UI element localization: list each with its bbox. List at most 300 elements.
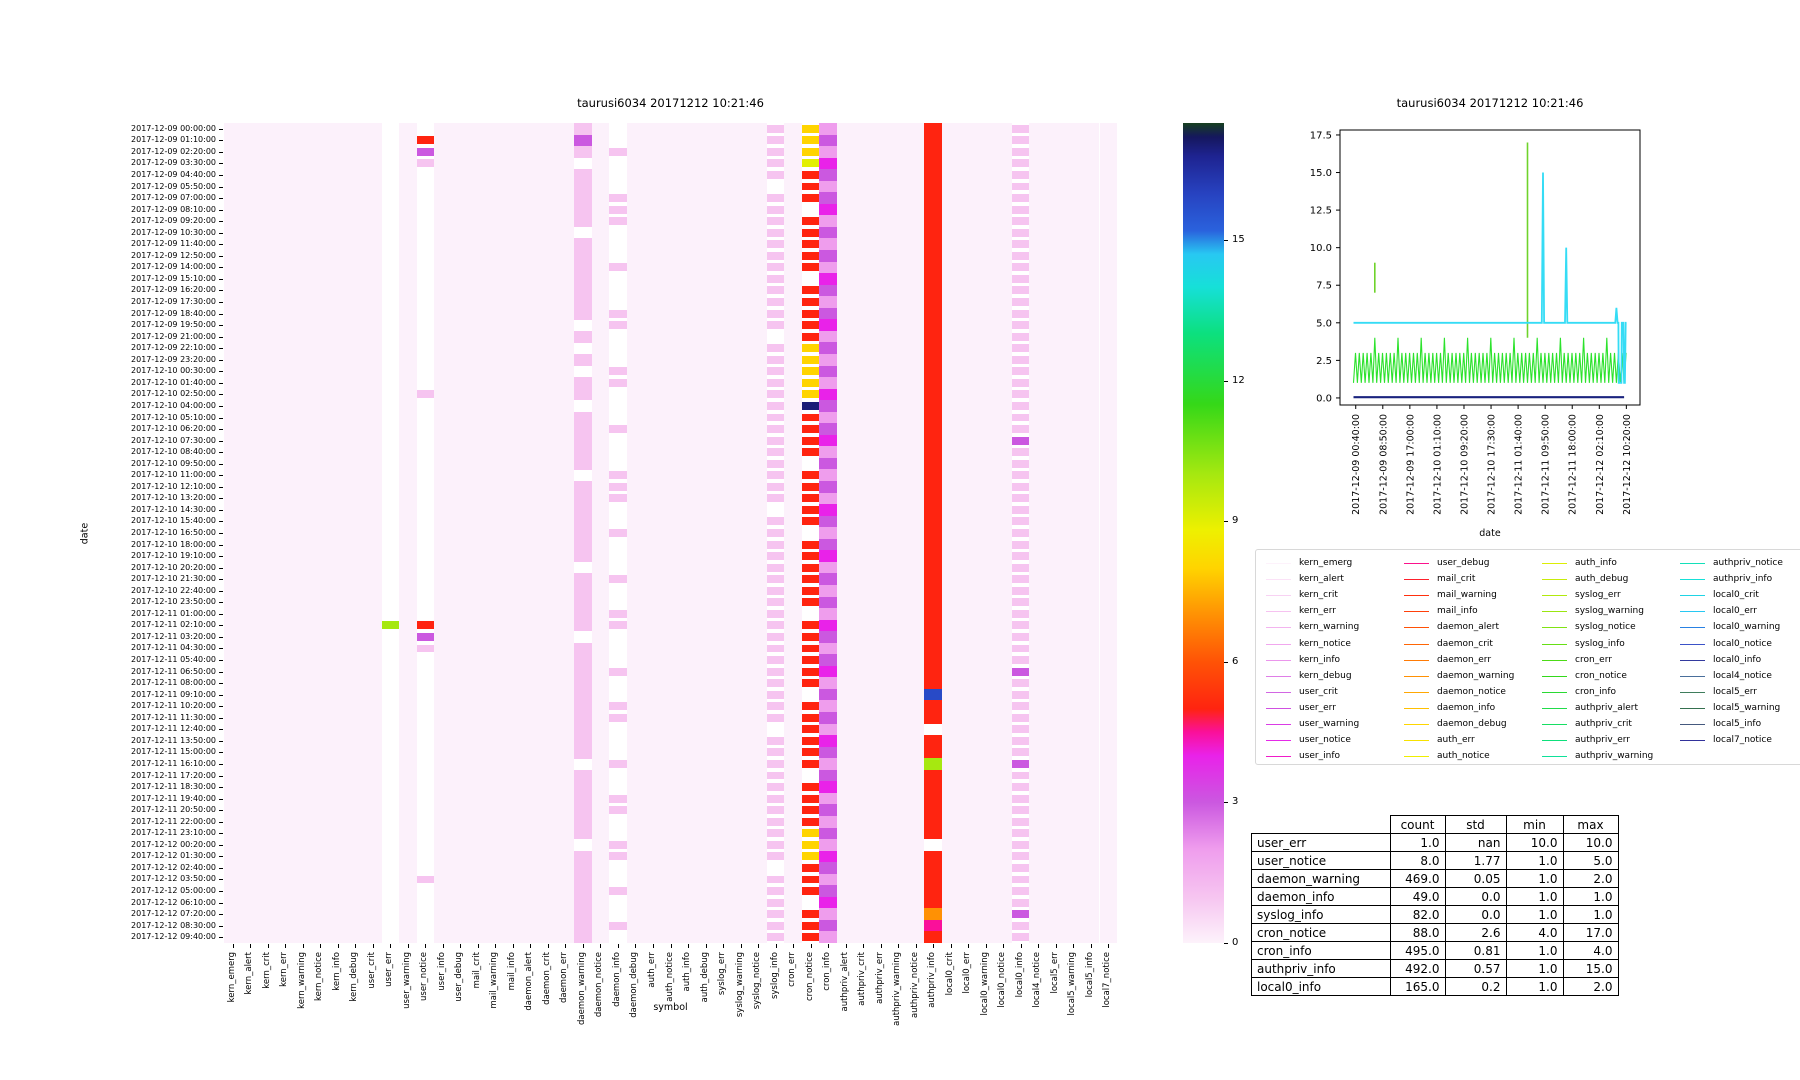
heatmap-cell [819,689,837,701]
heatmap-cell [1012,517,1030,525]
legend-line-swatch [1542,740,1567,741]
heatmap-cell [1012,240,1030,248]
heatmap-cell [819,469,837,481]
heatmap-x-tick [916,944,917,948]
heatmap-cell [382,621,400,629]
heatmap-y-tick [219,475,223,476]
heatmap-cell [767,783,785,791]
heatmap-y-tick-label: 2017-12-11 06:50:00 [131,666,216,676]
legend-item-user_notice [1266,734,1400,748]
heatmap-cell [609,575,627,583]
legend-item-daemon_err [1404,654,1538,668]
heatmap-x-tick-label: local5_warning [1067,952,1078,1016]
heatmap-x-tick [653,944,654,948]
legend-label: kern_info [1299,654,1341,665]
timeline-title: taurusi6034 20171212 10:21:46 [1396,96,1584,110]
heatmap-y-tick-label: 2017-12-10 00:30:00 [131,366,216,376]
heatmap-y-tick-label: 2017-12-10 09:50:00 [131,458,216,468]
heatmap-y-tick [219,579,223,580]
heatmap-cell [819,758,837,770]
heatmap-y-tick [219,441,223,442]
legend-label: authpriv_err [1575,735,1630,746]
heatmap-cell [1012,425,1030,433]
heatmap-x-tick-label: syslog_warning [734,952,745,1018]
legend-line-swatch [1680,740,1705,741]
heatmap-y-tick-label: 2017-12-10 02:50:00 [131,389,216,399]
heatmap-cell [1012,795,1030,803]
stats-value: 469.0 [1390,870,1445,888]
heatmap-cell [1012,910,1030,918]
heatmap-cell [609,795,627,803]
legend-label: local4_notice [1713,670,1772,681]
heatmap-cell [609,494,627,502]
heatmap-cell [574,250,592,262]
legend [1255,549,1800,765]
heatmap-cell [819,215,837,227]
timeline-y-tick-label: 5.0 [1316,318,1332,330]
legend-line-swatch [1542,756,1567,757]
timeline-x-tick-label: 2017-12-10 01:10:00 [1432,414,1444,515]
heatmap-cell [767,714,785,722]
heatmap-cell [819,816,837,828]
heatmap-cell [819,308,837,320]
heatmap-cell [1012,402,1030,410]
heatmap-y-tick [219,614,223,615]
heatmap-x-tick-label: daemon_debug [629,952,640,1018]
timeline-x-tick-label: 2017-12-10 17:30:00 [1486,414,1498,515]
colorbar-tick-label: 6 [1232,655,1239,667]
heatmap-cell [819,585,837,597]
heatmap-y-tick-label: 2017-12-10 04:00:00 [131,400,216,410]
heatmap-cell [924,597,942,609]
heatmap-cell [924,620,942,632]
heatmap-cell [1012,483,1030,491]
heatmap-cell [924,146,942,158]
heatmap-cell [1012,933,1030,941]
heatmap-x-tick-label: daemon_err [559,952,570,1004]
heatmap-cell [819,516,837,528]
heatmap-x-tick-label: daemon_warning [576,952,587,1025]
heatmap-y-tick-label: 2017-12-11 09:10:00 [131,689,216,699]
heatmap-cell [924,481,942,493]
heatmap-cell [1012,725,1030,733]
heatmap-cell [1012,390,1030,398]
legend-label: authpriv_info [1713,574,1773,585]
heatmap-cell [609,922,627,930]
legend-line-swatch [1542,627,1567,628]
stats-row-cron_info [1252,942,1619,960]
legend-item-local0_notice [1680,638,1800,652]
heatmap-cell [802,402,820,410]
heatmap-y-tick-label: 2017-12-11 20:50:00 [131,805,216,815]
heatmap-y-tick-label: 2017-12-09 10:30:00 [131,227,216,237]
heatmap-cell [924,123,942,135]
heatmap-cell [802,737,820,745]
heatmap-y-tick [219,406,223,407]
heatmap-cell [802,668,820,676]
heatmap-cell [574,354,592,366]
heatmap-cell [574,804,592,816]
heatmap-cell [767,494,785,502]
heatmap-cell [924,643,942,655]
legend-label: daemon_alert [1437,622,1500,633]
colorbar-tick-label: 12 [1232,374,1245,386]
heatmap-cell [802,448,820,456]
heatmap-cell [924,804,942,816]
heatmap-x-tick [776,944,777,948]
heatmap-cell [819,296,837,308]
heatmap-cell [574,493,592,505]
legend-line-swatch [1542,563,1567,564]
legend-line-swatch [1266,692,1291,693]
legend-label: cron_err [1575,654,1612,665]
heatmap-x-tick [250,944,251,948]
heatmap-cell [802,541,820,549]
stats-row-label: local0_info [1252,978,1391,996]
heatmap-cell [609,852,627,860]
stats-value: 88.0 [1390,924,1445,942]
heatmap-cell [1012,171,1030,179]
heatmap-x-tick [478,944,479,948]
heatmap-column-local5_info [1082,123,1100,943]
legend-item-authpriv_warning [1542,750,1676,764]
heatmap-cell [1012,333,1030,341]
heatmap-cell [767,356,785,364]
heatmap-y-tick-label: 2017-12-09 22:10:00 [131,343,216,353]
legend-label: daemon_err [1437,654,1492,665]
heatmap-cell [1012,818,1030,826]
heatmap-cell [1012,414,1030,422]
heatmap-cell [1012,552,1030,560]
legend-item-daemon_info [1404,702,1538,716]
legend-item-daemon_warning [1404,670,1538,684]
heatmap-cell [609,263,627,271]
colorbar-tick-label: 15 [1232,234,1245,246]
heatmap-cell [1012,621,1030,629]
heatmap-cell [574,516,592,528]
heatmap-cell [767,321,785,329]
heatmap-cell [767,148,785,156]
heatmap-cell [802,841,820,849]
legend-item-syslog_notice [1542,621,1676,635]
heatmap-column-cron_err [784,123,802,943]
heatmap-y-tick [219,776,223,777]
heatmap-cell [802,356,820,364]
heatmap-cell [1012,760,1030,768]
colorbar [1183,123,1224,943]
heatmap-y-tick [219,926,223,927]
heatmap-cell [819,493,837,505]
legend-line-swatch [1404,563,1429,564]
heatmap-cell [802,552,820,560]
heatmap-cell [1012,310,1030,318]
heatmap-y-tick [219,314,223,315]
heatmap-cell [1012,506,1030,514]
heatmap-cell [924,400,942,412]
stats-value: 0.05 [1445,870,1506,888]
heatmap-cell [417,390,435,398]
heatmap-cell [609,529,627,537]
heatmap-cell [924,158,942,170]
heatmap-y-tick-label: 2017-12-09 01:10:00 [131,135,216,145]
heatmap-cell [802,621,820,629]
heatmap-cell [802,806,820,814]
legend-line-swatch [1680,644,1705,645]
heatmap-y-tick [219,903,223,904]
heatmap-cell [574,931,592,943]
heatmap-cell [924,608,942,620]
heatmap-cell [1012,148,1030,156]
heatmap-cell [802,922,820,930]
heatmap-y-tick-label: 2017-12-10 06:20:00 [131,424,216,434]
heatmap-cell [767,159,785,167]
heatmap-cell [1012,298,1030,306]
heatmap-cell [819,377,837,389]
heatmap-y-tick-label: 2017-12-10 07:30:00 [131,435,216,445]
legend-item-syslog_err [1542,589,1676,603]
heatmap-cell [802,148,820,156]
legend-item-local4_notice [1680,670,1800,684]
heatmap-y-tick-label: 2017-12-11 19:40:00 [131,793,216,803]
stats-value: 1.0 [1506,960,1563,978]
heatmap-cell [802,217,820,225]
heatmap-cell [1012,656,1030,664]
heatmap-cell [802,183,820,191]
heatmap-x-tick-label: mail_warning [489,952,500,1009]
heatmap-cell [767,414,785,422]
heatmap-column-user_crit [364,123,382,943]
heatmap-cell [819,527,837,539]
legend-line-swatch [1542,660,1567,661]
heatmap-cell [767,933,785,941]
heatmap-cell [1012,437,1030,445]
stats-value: 1.0 [1563,888,1618,906]
heatmap-cell [767,125,785,133]
heatmap-cell [819,770,837,782]
legend-item-authpriv_notice [1680,557,1800,571]
heatmap-cell [609,321,627,329]
heatmap-cell [609,379,627,387]
heatmap-y-tick-label: 2017-12-09 08:10:00 [131,204,216,214]
heatmap-cell [767,240,785,248]
heatmap-cell [819,250,837,262]
legend-label: user_debug [1437,558,1490,568]
heatmap-cell [767,252,785,260]
heatmap-cell [924,735,942,747]
stats-value: 8.0 [1390,852,1445,870]
heatmap-cell [819,446,837,458]
heatmap-cell [924,931,942,943]
heatmap-cell [1012,206,1030,214]
heatmap-x-tick-label: mail_crit [471,952,482,989]
heatmap-cell [924,169,942,181]
legend-item-kern_debug [1266,670,1400,684]
heatmap-cell [924,331,942,343]
heatmap-cell [767,425,785,433]
stats-row-label: daemon_warning [1252,870,1391,888]
heatmap-cell [802,679,820,687]
heatmap-cell [924,458,942,470]
heatmap-x-tick [618,944,619,948]
heatmap-y-tick [219,799,223,800]
heatmap-x-tick-label: kern_debug [349,952,360,1002]
heatmap-cell [417,136,435,144]
heatmap-y-tick-label: 2017-12-11 03:20:00 [131,631,216,641]
heatmap-y-tick-label: 2017-12-10 15:40:00 [131,516,216,526]
heatmap-x-tick [303,944,304,948]
colorbar-tick [1224,381,1228,382]
heatmap-cell [819,908,837,920]
heatmap-cell [1012,286,1030,294]
colorbar-tick-label: 0 [1232,937,1239,948]
heatmap-column-kern_alert [242,123,260,943]
legend-item-auth_info [1542,557,1676,571]
heatmap-x-tick [443,944,444,948]
heatmap-cell [819,435,837,447]
heatmap-cell [1012,772,1030,780]
heatmap-cell [767,448,785,456]
heatmap-cell [924,296,942,308]
heatmap-y-tick-label: 2017-12-09 09:20:00 [131,216,216,226]
heatmap-cell [767,806,785,814]
heatmap-cell [819,828,837,840]
heatmap-column-daemon_debug [627,123,645,943]
heatmap-column-syslog_warning [732,123,750,943]
heatmap-x-tick [1091,944,1092,948]
heatmap-y-tick-label: 2017-12-09 05:50:00 [131,181,216,191]
heatmap-cell [1012,321,1030,329]
heatmap-cell [574,712,592,724]
heatmap-cell [417,645,435,653]
timeline-xlabel: date [1479,528,1501,539]
heatmap-cell [819,677,837,689]
legend-line-swatch [1266,611,1291,612]
heatmap-y-tick [219,394,223,395]
heatmap-x-tick [268,944,269,948]
heatmap-cell [767,552,785,560]
heatmap-cell [574,735,592,747]
heatmap-cell [819,331,837,343]
heatmap-cell [574,285,592,297]
heatmap-y-tick [219,741,223,742]
heatmap-y-tick [219,371,223,372]
heatmap-y-tick [219,718,223,719]
heatmap-column-daemon_notice [592,123,610,943]
legend-label: auth_debug [1575,574,1629,585]
heatmap-column-authpriv_alert [837,123,855,943]
heatmap-y-tick [219,787,223,788]
heatmap-y-tick-label: 2017-12-10 22:40:00 [131,585,216,595]
heatmap-cell [574,677,592,689]
heatmap-cell [924,562,942,574]
heatmap-x-tick [1108,944,1109,948]
stats-value: 492.0 [1390,960,1445,978]
heatmap-cell [802,783,820,791]
heatmap-y-tick-label: 2017-12-11 01:00:00 [131,608,216,618]
heatmap-x-tick [671,944,672,948]
heatmap-cell [802,437,820,445]
legend-item-user_info [1266,750,1400,764]
stats-table [1251,815,1619,996]
heatmap-y-tick-label: 2017-12-11 05:40:00 [131,655,216,665]
heatmap-cell [574,816,592,828]
heatmap-y-tick [219,556,223,557]
legend-line-swatch [1404,724,1429,725]
legend-line-swatch [1542,579,1567,580]
heatmap-cell [802,367,820,375]
heatmap-cell [802,125,820,133]
stats-table-header [1252,816,1619,834]
legend-item-user_err [1266,702,1400,716]
heatmap-cell [609,194,627,202]
legend-label: authpriv_warning [1575,751,1654,762]
heatmap-x-tick [986,944,987,948]
heatmap-cell [924,516,942,528]
heatmap-y-tick-label: 2017-12-12 08:30:00 [131,920,216,930]
legend-line-swatch [1680,660,1705,661]
heatmap-ylabel: date [79,522,91,545]
heatmap-cell [609,806,627,814]
legend-item-user_warning [1266,718,1400,732]
heatmap-cell [767,379,785,387]
heatmap-cell [819,562,837,574]
heatmap-cell [802,298,820,306]
heatmap-y-tick [219,152,223,153]
heatmap-y-tick [219,360,223,361]
heatmap-cell [767,910,785,918]
heatmap-x-tick-label: kern_err [279,952,290,987]
heatmap-cell [1012,229,1030,237]
heatmap-cell [1012,702,1030,710]
heatmap-cell [924,204,942,216]
heatmap-y-tick [219,187,223,188]
legend-item-auth_debug [1542,573,1676,587]
heatmap-cell [574,573,592,585]
heatmap-x-tick [425,944,426,948]
heatmap-cell [1012,460,1030,468]
heatmap-cell [1012,598,1030,606]
heatmap-cell [609,206,627,214]
heatmap-y-tick-label: 2017-12-09 00:00:00 [131,123,216,133]
heatmap-y-tick-label: 2017-12-09 14:00:00 [131,262,216,272]
heatmap-cell [924,389,942,401]
heatmap-y-tick [219,337,223,338]
heatmap-x-tick [513,944,514,948]
heatmap-y-tick-label: 2017-12-12 03:50:00 [131,874,216,884]
heatmap-cell [574,135,592,147]
heatmap-title: taurusi6034 20171212 10:21:46 [577,96,764,110]
legend-item-daemon_debug [1404,718,1538,732]
legend-item-cron_err [1542,654,1676,668]
heatmap-cell [802,240,820,248]
timeline-x-tick-label: 2017-12-12 02:10:00 [1594,414,1606,515]
heatmap-x-tick [828,944,829,948]
legend-label: syslog_notice [1575,622,1636,633]
heatmap-cell [767,772,785,780]
heatmap-x-tick-label: local0_warning [979,952,990,1016]
heatmap-column-user_debug [452,123,470,943]
heatmap-y-tick-label: 2017-12-09 02:20:00 [131,146,216,156]
heatmap-cell [819,158,837,170]
legend-label: kern_crit [1299,590,1338,601]
heatmap-cell [574,331,592,343]
heatmap-column-user_notice [417,123,435,943]
heatmap-x-tick-label: syslog_info [769,952,780,1000]
heatmap-y-tick [219,418,223,419]
heatmap-cell [924,423,942,435]
heatmap-cell [924,631,942,643]
heatmap-x-tick [1003,944,1004,948]
